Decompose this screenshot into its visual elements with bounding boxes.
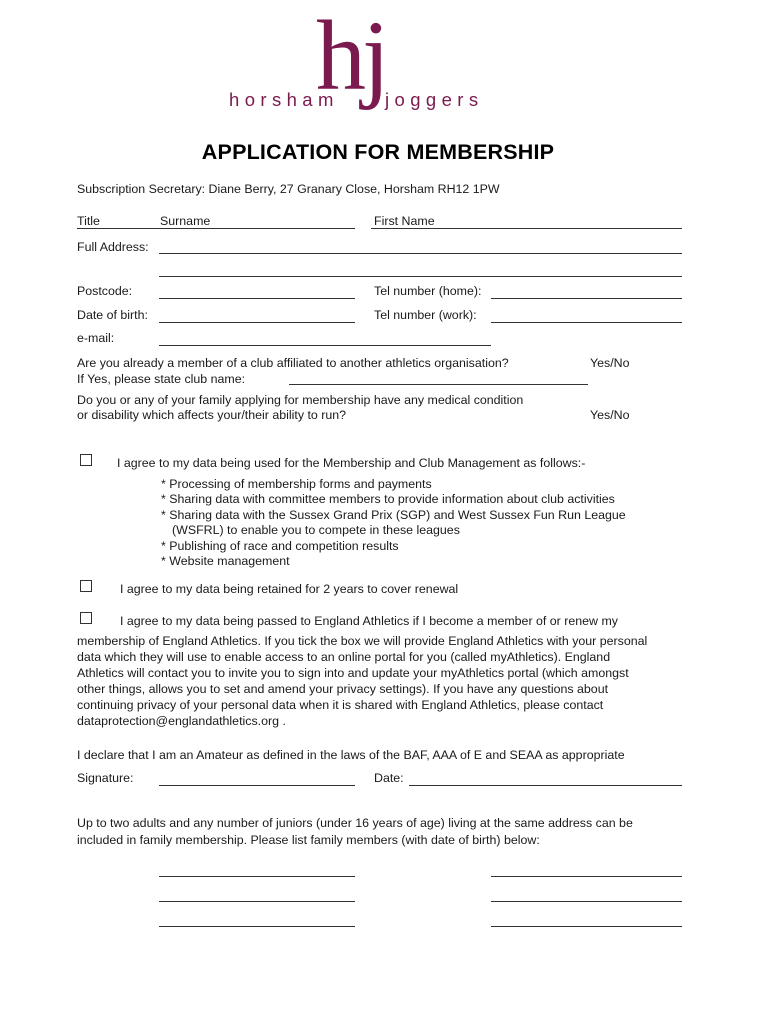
dob-field[interactable] <box>159 322 355 323</box>
secretary-address: Subscription Secretary: Diane Berry, 27 Granary Close, Horsham RH12 1PW <box>77 182 500 196</box>
signature-label: Signature: <box>77 771 134 785</box>
england-athletics-line: data which they will use to enable access to an online portal for you (called myAthletics). England <box>77 650 611 664</box>
family-member-name-field[interactable] <box>159 901 355 902</box>
tel-work-field[interactable] <box>491 322 682 323</box>
england-athletics-line: dataprotection@englandathletics.org . <box>77 714 286 728</box>
title-label: Title <box>77 214 100 228</box>
medical-yes-no[interactable]: Yes/No <box>590 408 630 422</box>
dob-label: Date of birth: <box>77 308 148 322</box>
bullet-item: * Processing of membership forms and payments <box>161 477 432 491</box>
signature-field[interactable] <box>159 785 355 786</box>
surname-label: Surname <box>160 214 211 228</box>
bullet-item: * Publishing of race and competition results <box>161 539 399 553</box>
date-label: Date: <box>374 771 404 785</box>
england-athletics-line: Athletics will contact you to invite you to sign into and update your myAthletics portal (which amongst <box>77 666 629 680</box>
england-athletics-line: membership of England Athletics. If you tick the box we will provide England Athletics with your personal <box>77 634 648 648</box>
data-use-consent: I agree to my data being used for the Membership and Club Management as follows:- <box>117 456 586 470</box>
email-field[interactable] <box>159 345 491 346</box>
bullet-item: * Sharing data with the Sussex Grand Prix (SGP) and West Sussex Fun Run League <box>161 508 626 522</box>
tel-home-label: Tel number (home): <box>374 284 482 298</box>
family-info-line1: Up to two adults and any number of juniors (under 16 years of age) living at the same address can be <box>77 816 633 830</box>
logo-mark: hj <box>316 0 386 111</box>
bullet-item: (WSFRL) to enable you to compete in these leagues <box>172 523 460 537</box>
address-field-2[interactable] <box>159 276 682 277</box>
family-member-name-field[interactable] <box>159 926 355 927</box>
family-info-line2: included in family membership. Please list family members (with date of birth) below: <box>77 833 540 847</box>
england-athletics-line: continuing privacy of your personal data when it is shared with England Athletics, please contact <box>77 698 604 712</box>
club-question: Are you already a member of a club affiliated to another athletics organisation? <box>77 356 509 370</box>
medical-question-line1: Do you or any of your family applying for membership have any medical condition <box>77 393 524 407</box>
postcode-field[interactable] <box>159 298 355 299</box>
england-athletics-consent: I agree to my data being passed to England Athletics if I become a member of or renew my <box>120 614 618 628</box>
england-athletics-line: other things, allows you to set and amend your privacy settings). If you have any questions about <box>77 682 609 696</box>
page-title: APPLICATION FOR MEMBERSHIP <box>201 140 555 164</box>
club-name-label: If Yes, please state club name: <box>77 372 246 386</box>
england-athletics-checkbox[interactable] <box>80 612 92 624</box>
postcode-label: Postcode: <box>77 284 133 298</box>
retain-checkbox[interactable] <box>80 580 92 592</box>
logo-word-left: horsham <box>229 89 339 110</box>
club-yes-no[interactable]: Yes/No <box>590 356 630 370</box>
family-member-dob-field[interactable] <box>491 901 682 902</box>
amateur-declaration: I declare that I am an Amateur as defined in the laws of the BAF, AAA of E and SEAA as appropriate <box>77 748 625 762</box>
address-field-1[interactable] <box>159 253 682 254</box>
logo-word-right: joggers <box>385 89 484 110</box>
bullet-item: * Sharing data with committee members to provide information about club activities <box>161 492 615 506</box>
first-name-field[interactable] <box>371 228 682 229</box>
club-name-field[interactable] <box>289 384 588 385</box>
email-label: e-mail: <box>77 331 115 345</box>
data-use-checkbox[interactable] <box>80 454 92 466</box>
surname-field[interactable] <box>77 228 355 229</box>
family-member-name-field[interactable] <box>159 876 355 877</box>
full-address-label: Full Address: <box>77 240 149 254</box>
first-name-label: First Name <box>374 214 435 228</box>
tel-home-field[interactable] <box>491 298 682 299</box>
bullet-item: * Website management <box>161 554 290 568</box>
date-field[interactable] <box>409 785 682 786</box>
medical-question-line2: or disability which affects your/their ability to run? <box>77 408 347 422</box>
retain-consent: I agree to my data being retained for 2 years to cover renewal <box>120 582 459 596</box>
family-member-dob-field[interactable] <box>491 876 682 877</box>
tel-work-label: Tel number (work): <box>374 308 477 322</box>
family-member-dob-field[interactable] <box>491 926 682 927</box>
